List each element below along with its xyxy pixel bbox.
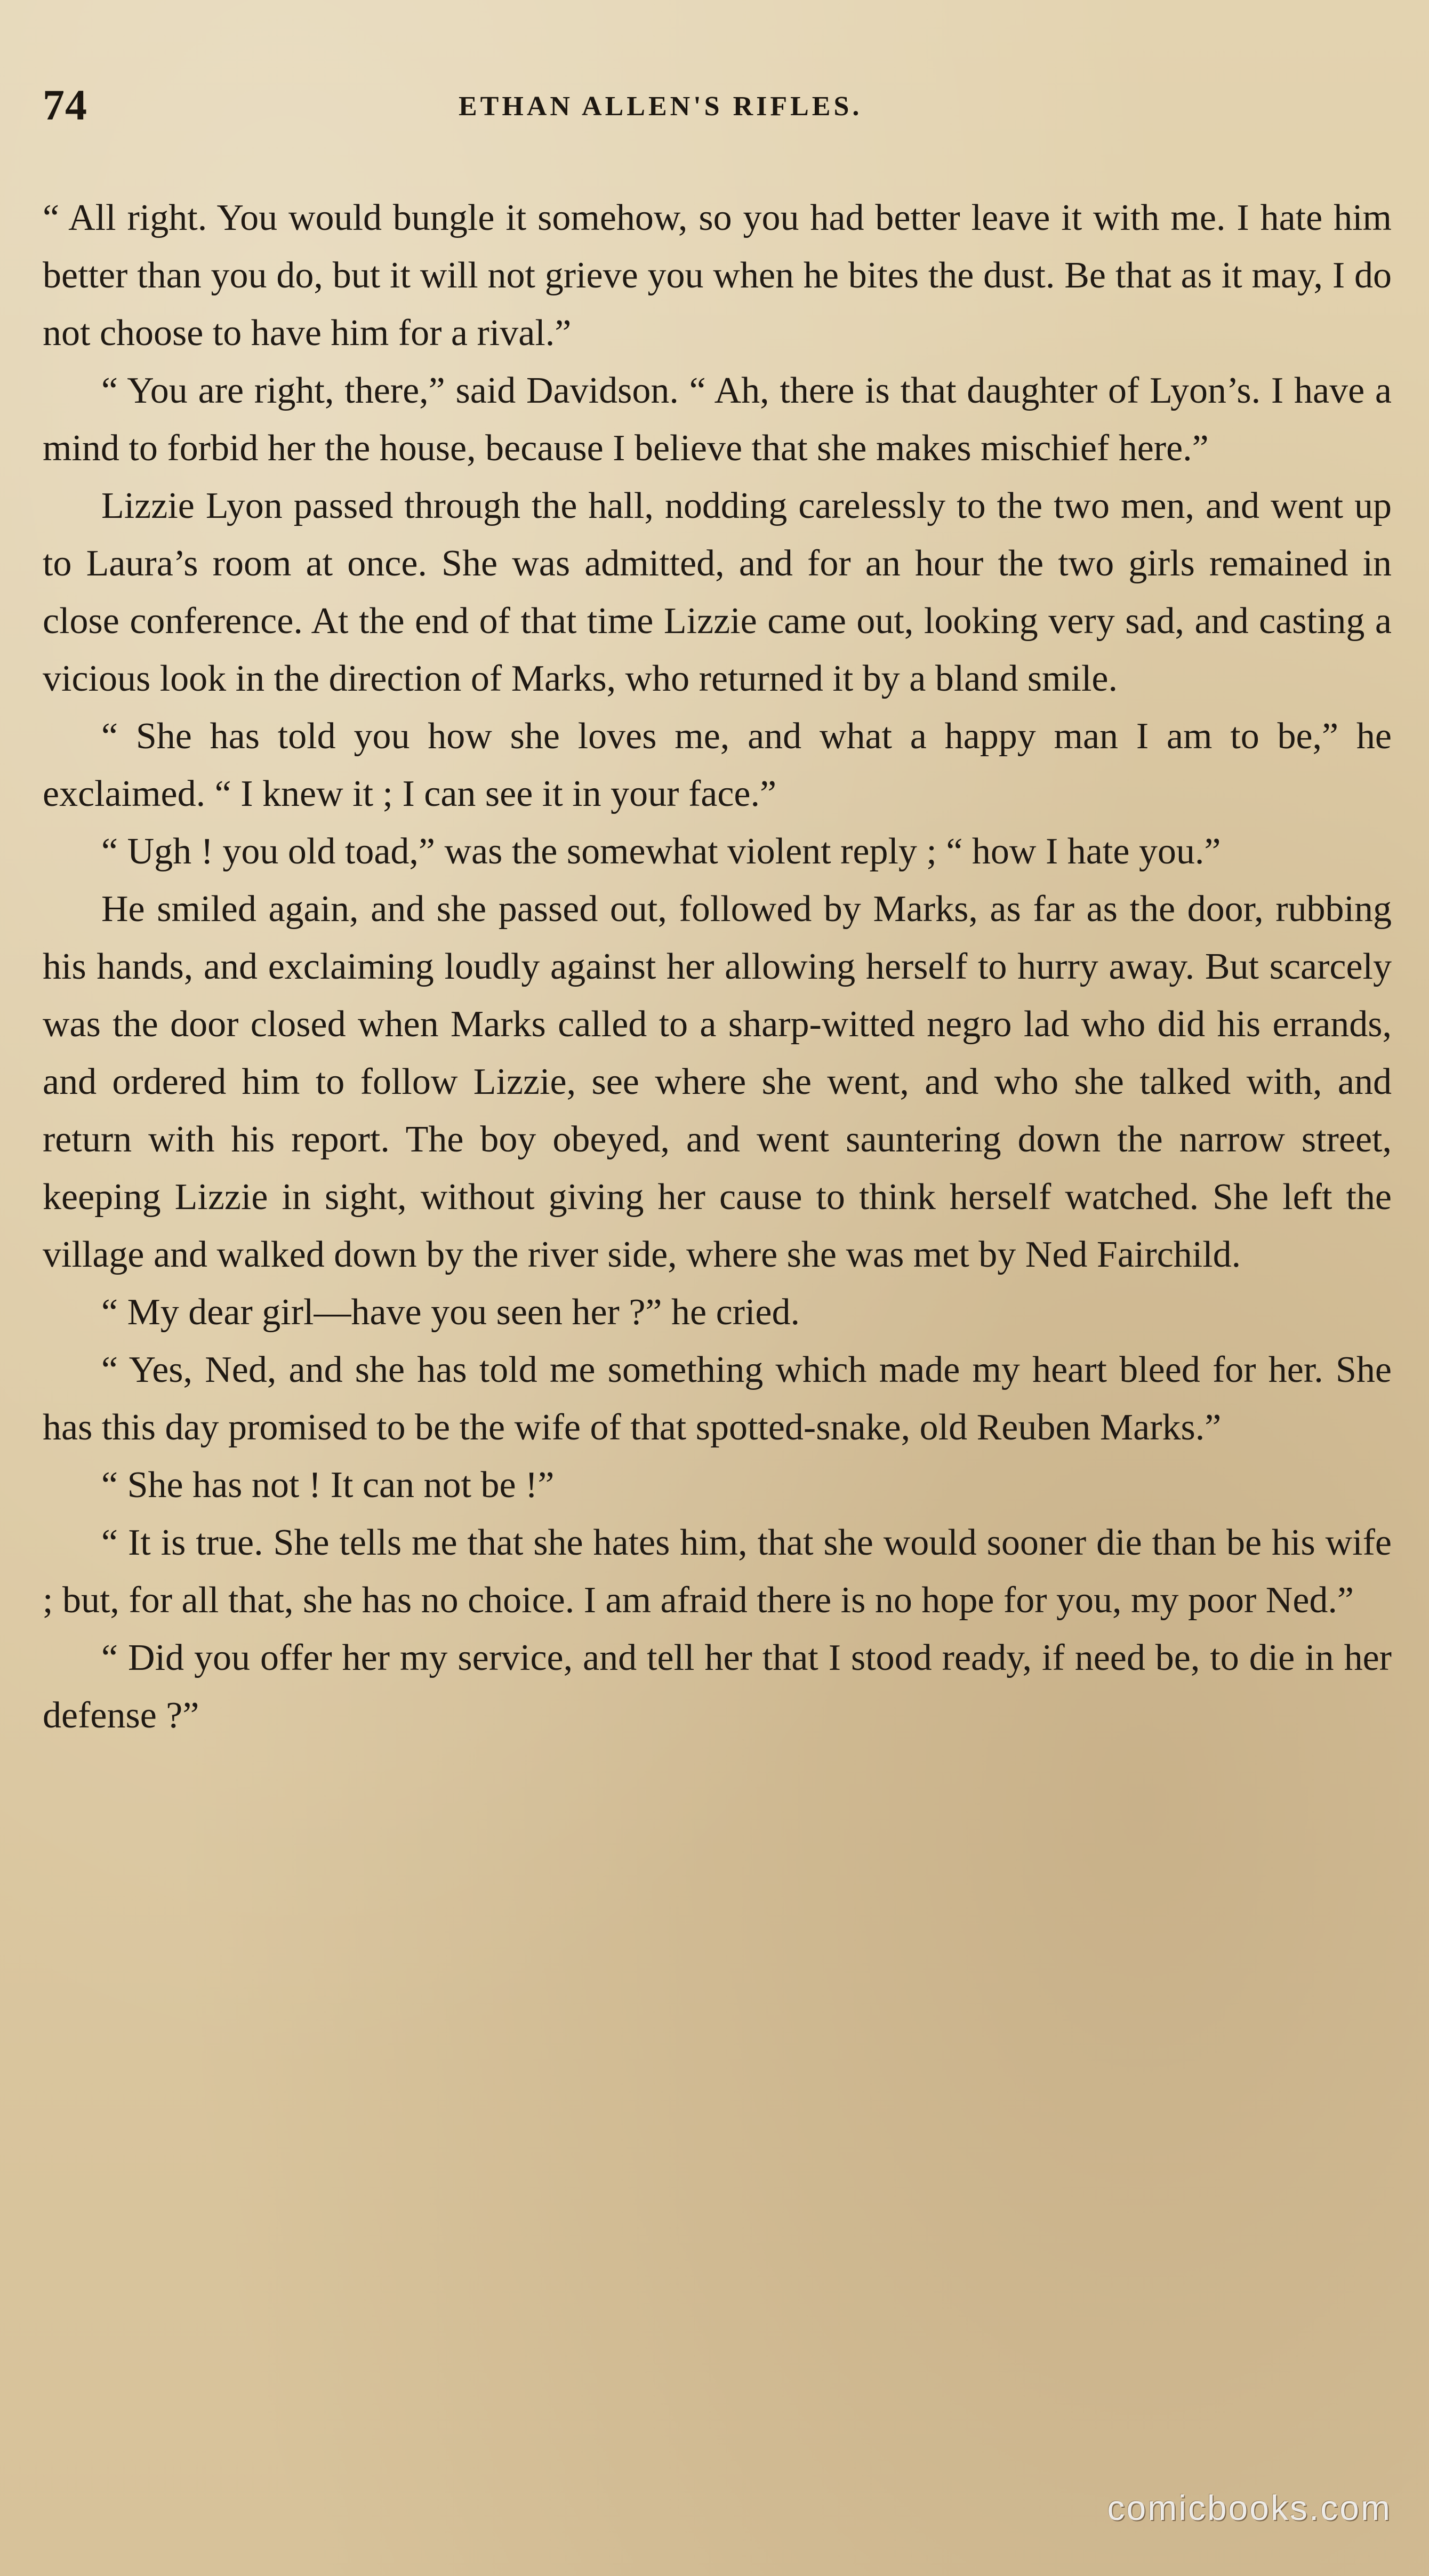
paragraph: “ It is true. She tells me that she hates him, that she would sooner die than be his wife ; but, for all that, she has no choice. I am afraid there is no hope for you, my poor Ned.” xyxy=(43,1522,1392,1621)
running-header xyxy=(43,80,1386,128)
paragraph: “ Yes, Ned, and she has told me something which made my heart bleed for her. She has this day promised to be the wife of that spotted-snake, old Reuben Marks.” xyxy=(43,1349,1392,1448)
paragraph: He smiled again, and she passed out, followed by Marks, as far as the door, rubbing his hands, and exclaiming loudly against her allowing herself to hurry away. But scarcely was the door closed when Marks called to a sharp-witted negro lad who did his errands, and ordered him to follow Lizzie, see where she went, and who she talked with, and return with his report. The boy obeyed, and went sauntering down the narrow street, keeping Lizzie in sight, without giving her cause to think herself watched. She left the village and walked down by the river side, where she was met by Ned Fairchild. xyxy=(43,889,1392,1275)
paragraph: “ Ugh ! you old toad,” was the somewhat violent reply ; “ how I hate you.” xyxy=(101,831,1221,872)
page-number: 74 xyxy=(43,81,87,129)
paragraph: “ All right. You would bungle it somehow, so you had better leave it with me. I hate him better than you do, but it will not grieve you when he bites the dust. Be that as it may, I do not choose to have him for a rival.” xyxy=(43,197,1392,354)
paragraph: “ She has told you how she loves me, and what a happy man I am to be,” he exclaimed. “ I knew it ; I can see it in your face.” xyxy=(43,716,1392,814)
running-title: ETHAN ALLEN'S RIFLES. xyxy=(459,91,863,122)
paragraph: Lizzie Lyon passed through the hall, nodding carelessly to the two men, and went up to Laura’s room at once. She was admitted, and for an hour the two girls remained in close conference. At the end of that time Lizzie came out, looking very sad, and casting a vicious look in the direction of Marks, who returned it by a bland smile. xyxy=(43,485,1392,699)
paragraph: “ My dear girl—have you seen her ?” he cried. xyxy=(101,1292,800,1333)
paragraph: “ You are right, there,” said Davidson. “ Ah, there is that daughter of Lyon’s. I have a mind to forbid her the house, because I believe that she makes mischief here.” xyxy=(43,370,1392,469)
site-watermark: comicbooks.com xyxy=(1107,2488,1392,2527)
paragraph: “ She has not ! It can not be !” xyxy=(101,1465,555,1506)
body-text xyxy=(43,189,1392,1745)
paragraph: “ Did you offer her my service, and tell her that I stood ready, if need be, to die in her defense ?” xyxy=(43,1637,1392,1736)
